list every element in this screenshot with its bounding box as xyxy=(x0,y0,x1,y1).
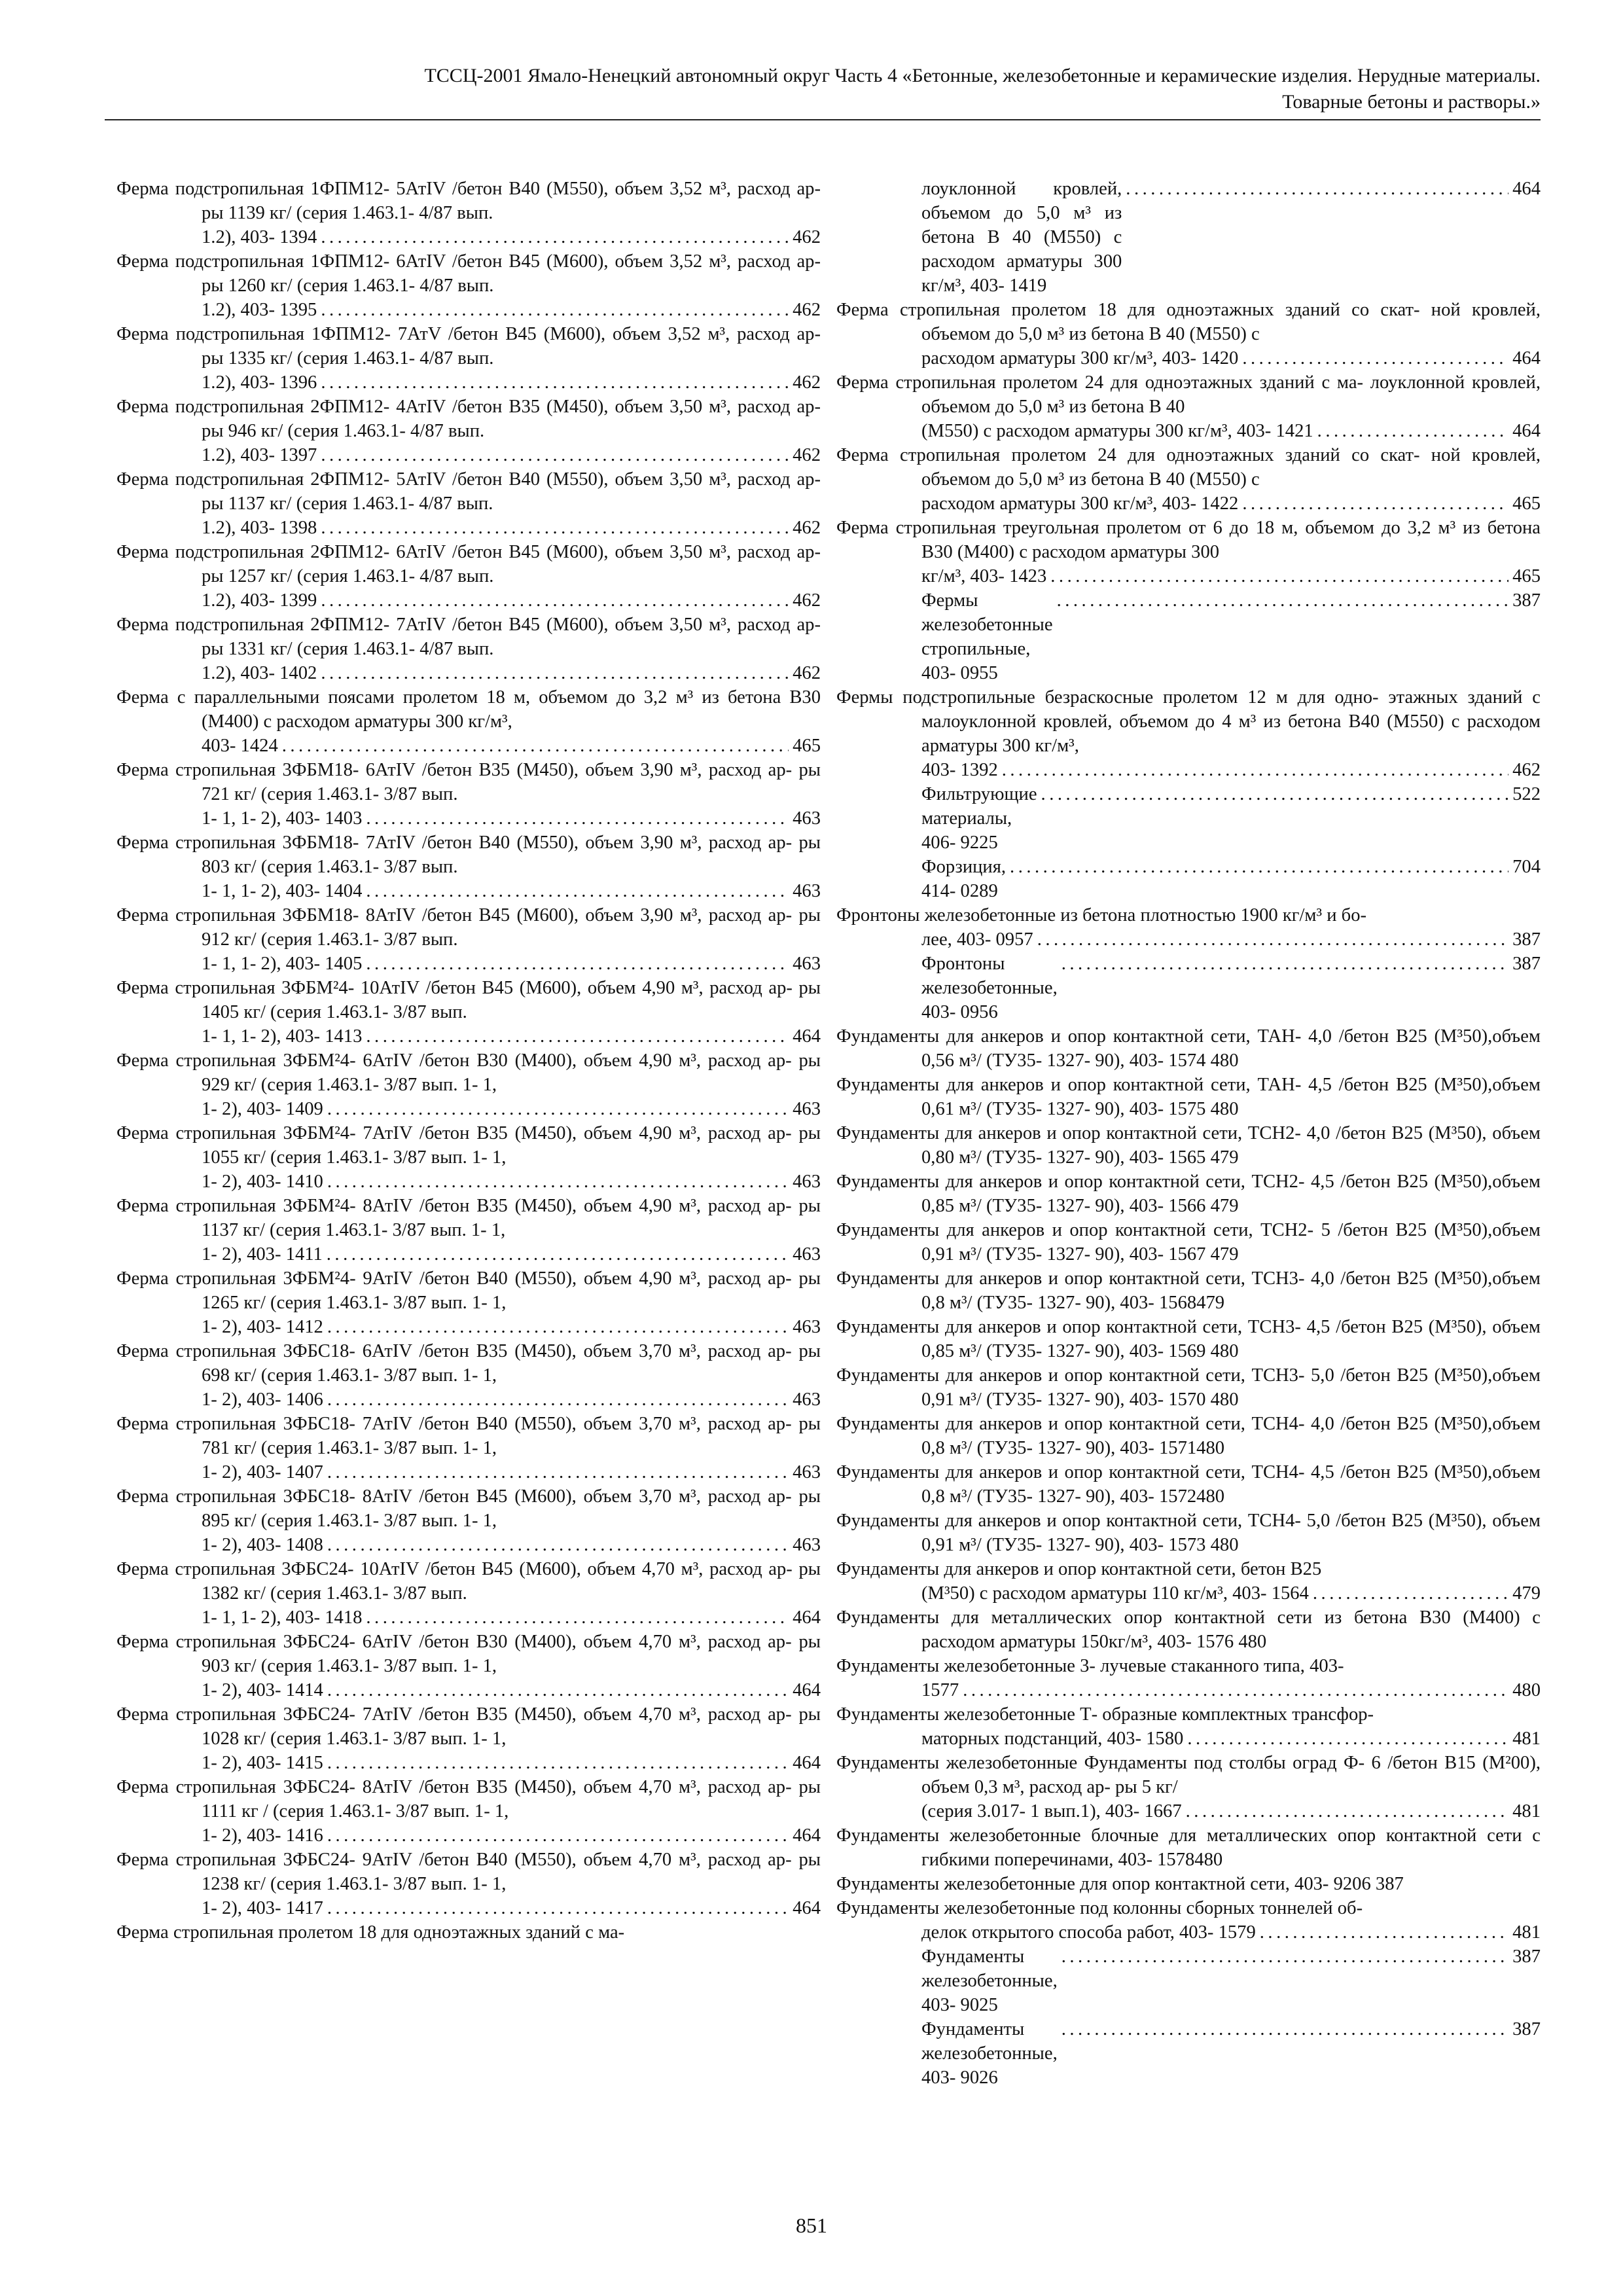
entry-page-number: 464 xyxy=(793,1680,821,1700)
entry-page-number: 463 xyxy=(793,1244,821,1265)
entry-page-number: 481 xyxy=(1512,1922,1541,1943)
entry-text: Ферма стропильная 3ФБС18- 7АтIV /бетон В40 (М550), объем 3,70 м³, расход ар- ры 781 кг/ (серия 1.463.1- 3/87 вып. 1- 1, xyxy=(116,1414,821,1458)
dot-leader xyxy=(327,1896,789,1920)
entry-page-number: 387 xyxy=(1512,1946,1541,1967)
entry-leader-line xyxy=(202,1678,821,1702)
index-entry xyxy=(836,1896,1541,1945)
entry-tail: 403- 1424 xyxy=(202,736,278,756)
entry-leader-line xyxy=(921,952,1541,1024)
header-line-1: ТССЦ-2001 Ямало-Ненецкий автономный округ Часть 4 «Бетонные, железобетонные и керамические изделия. Нерудные материалы. xyxy=(424,65,1541,86)
entry-leader-line xyxy=(202,1896,821,1920)
entry-leader-line xyxy=(202,1460,821,1484)
entry-leader-line xyxy=(921,1581,1541,1605)
dot-leader xyxy=(1061,952,1508,976)
entry-page-number: 465 xyxy=(1512,566,1541,586)
index-entry xyxy=(836,1823,1541,1872)
dot-leader xyxy=(321,370,789,395)
entry-page-number: 463 xyxy=(793,808,821,829)
dot-leader xyxy=(1242,346,1508,370)
entry-leader-line xyxy=(202,443,821,467)
index-entry xyxy=(836,298,1541,370)
index-column-right xyxy=(836,177,1541,2090)
dot-leader xyxy=(1002,758,1508,782)
entry-text: Фермы подстропильные безраскосные пролетом 12 м для одно- этажных зданий с малоуклонной кровлей, объемом до 4 м³ из бетона В40 (М550) с расходом арматуры 300 кг/м³, xyxy=(836,687,1541,756)
entry-leader-line xyxy=(202,1751,821,1775)
page-number: 851 xyxy=(796,2214,827,2237)
entry-tail: 1577 xyxy=(921,1680,959,1700)
entry-text: Ферма стропильная 3ФБМ²4- 7АтIV /бетон В35 (М450), объем 4,90 м³, расход ар- ры 1055 кг/ (серия 1.463.1- 3/87 вып. 1- 1, xyxy=(116,1123,821,1168)
dot-leader xyxy=(327,1242,789,1266)
entry-text: Ферма стропильная пролетом 18 для одноэтажных зданий со скат- ной кровлей, объемом до 5,0 м³ из бетона В 40 (М550) с xyxy=(836,300,1541,344)
entry-tail: маторных подстанций, 403- 1580 xyxy=(921,1729,1184,1749)
entry-tail: 1- 1, 1- 2), 403- 1403 xyxy=(202,808,363,829)
index-entry xyxy=(116,613,821,685)
entry-text: Фундаменты железобетонные Т- образные комплектных трансфор- xyxy=(836,1704,1374,1725)
entry-leader-line xyxy=(921,564,1541,588)
entry-tail: 1.2), 403- 1394 xyxy=(202,227,317,247)
entry-page-number: 462 xyxy=(793,518,821,538)
entry-tail: 1- 2), 403- 1415 xyxy=(202,1753,323,1773)
index-entry xyxy=(836,1170,1541,1218)
entry-page-number: 464 xyxy=(793,1607,821,1628)
entry-leader-line xyxy=(921,855,1541,903)
entry-text: Ферма подстропильная 1ФПМ12- 6АтIV /бетон В45 (М600), объем 3,52 м³, расход ар- ры 1260 кг/ (серия 1.463.1- 4/87 вып. xyxy=(116,251,821,296)
entry-leader-line xyxy=(921,419,1541,443)
entry-page-number: 463 xyxy=(793,954,821,974)
index-entry xyxy=(836,1073,1541,1121)
dot-leader xyxy=(963,1678,1508,1702)
entry-tail: 1- 1, 1- 2), 403- 1404 xyxy=(202,881,363,901)
entry-text: Фундаменты для анкеров и опор контактной сети, ТСН2- 4,0 /бетон В25 (М³50), объем 0,80 м³/ (ТУ35- 1327- 90), 403- 1565 479 xyxy=(836,1123,1541,1168)
index-entry xyxy=(836,1654,1541,1702)
entry-leader-line xyxy=(921,346,1541,370)
index-entry xyxy=(116,1848,821,1920)
entry-tail: 1- 2), 403- 1416 xyxy=(202,1825,323,1846)
index-entry xyxy=(116,1630,821,1702)
entry-text: Ферма стропильная 3ФБМ18- 7АтIV /бетон В40 (М550), объем 3,90 м³, расход ар- ры 803 кг/ (серия 1.463.1- 3/87 вып. xyxy=(116,833,821,877)
entry-leader-line xyxy=(202,1823,821,1848)
index-entry xyxy=(836,1412,1541,1460)
entry-leader-line xyxy=(202,806,821,831)
entry-tail: расходом арматуры 300 кг/м³, 403- 1422 xyxy=(921,493,1239,514)
index-entry xyxy=(836,516,1541,588)
dot-leader xyxy=(1061,1945,1508,1969)
dot-leader xyxy=(1050,564,1508,588)
entry-leader-line xyxy=(202,516,821,540)
entry-page-number: 463 xyxy=(793,1172,821,1192)
index-entry xyxy=(116,395,821,467)
index-entry xyxy=(836,1702,1541,1751)
dot-leader xyxy=(366,1024,789,1049)
entry-tail: 1- 2), 403- 1412 xyxy=(202,1317,323,1337)
entry-text: Ферма стропильная 3ФБМ²4- 9АтIV /бетон В40 (М550), объем 4,90 м³, расход ар- ры 1265 кг/ (серия 1.463.1- 3/87 вып. 1- 1, xyxy=(116,1268,821,1313)
entry-leader-line xyxy=(202,734,821,758)
entry-tail: 1- 2), 403- 1411 xyxy=(202,1244,323,1265)
entry-tail: Фермы железобетонные стропильные, 403- 0955 xyxy=(921,590,1053,683)
entry-text: Ферма подстропильная 2ФПМ12- 7АтIV /бетон В45 (М600), объем 3,50 м³, расход ар- ры 1331 кг/ (серия 1.463.1- 4/87 вып. xyxy=(116,615,821,659)
entry-tail: (серия 3.017- 1 вып.1), 403- 1667 xyxy=(921,1801,1182,1821)
entry-tail: 403- 1392 xyxy=(921,760,998,780)
entry-text: Фундаменты для анкеров и опор контактной сети, бетон В25 xyxy=(836,1559,1322,1579)
entry-text: Фундаменты железобетонные для опор контактной сети, 403- 9206 387 xyxy=(836,1874,1404,1894)
index-entry xyxy=(836,443,1541,516)
dot-leader xyxy=(321,516,789,540)
index-entry xyxy=(116,1194,821,1266)
entry-tail: Фильтрующие материалы, 406- 9225 xyxy=(921,784,1037,853)
dot-leader xyxy=(327,1823,789,1848)
dot-leader xyxy=(321,588,789,613)
dot-leader xyxy=(366,879,789,903)
entry-leader-line xyxy=(202,1388,821,1412)
index-entry xyxy=(116,685,821,758)
index-entry xyxy=(836,1557,1541,1605)
entry-page-number: 463 xyxy=(793,1390,821,1410)
entry-text: Фундаменты для анкеров и опор контактной сети, ТСН3- 5,0 /бетон В25 (М³50),объем 0,91 м³/ (ТУ35- 1327- 90), 403- 1570 480 xyxy=(836,1365,1541,1410)
dot-leader xyxy=(1317,419,1508,443)
entry-tail: (М³50) с расходом арматуры 110 кг/м³, 403- 1564 xyxy=(921,1583,1309,1604)
index-entry xyxy=(836,1460,1541,1509)
entry-page-number: 462 xyxy=(793,227,821,247)
entry-page-number: 465 xyxy=(1512,493,1541,514)
entry-text: Фронтоны железобетонные из бетона плотностью 1900 кг/м³ и бо- xyxy=(836,905,1367,925)
index-entry xyxy=(116,177,821,249)
entry-tail: 1- 2), 403- 1408 xyxy=(202,1535,323,1555)
dot-leader xyxy=(1061,2017,1508,2041)
entry-leader-line xyxy=(921,177,1541,298)
entry-leader-line xyxy=(921,1945,1541,2017)
entry-text: Фундаменты для анкеров и опор контактной сети, ТСН3- 4,0 /бетон В25 (М³50),объем 0,8 м³/ (ТУ35- 1327- 90), 403- 1568479 xyxy=(836,1268,1541,1313)
entry-text: Фундаменты для анкеров и опор контактной сети, ТСН2- 5 /бетон В25 (М³50),объем 0,91 м³/ (ТУ35- 1327- 90), 403- 1567 479 xyxy=(836,1220,1541,1265)
entry-leader-line xyxy=(202,1097,821,1121)
entry-text: Ферма стропильная пролетом 24 для одноэтажных зданий с ма- лоуклонной кровлей, объемом до 5,0 м³ из бетона В 40 xyxy=(836,372,1541,417)
dot-leader xyxy=(327,1097,789,1121)
entry-leader-line xyxy=(921,782,1541,855)
index-entry xyxy=(116,249,821,322)
index-entry xyxy=(836,1121,1541,1170)
index-entry xyxy=(836,1218,1541,1266)
entry-text: Ферма стропильная 3ФБС24- 10АтIV /бетон В45 (М600), объем 4,70 м³, расход ар- ры 1382 кг/ (серия 1.463.1- 3/87 вып. xyxy=(116,1559,821,1604)
entry-tail: 1- 2), 403- 1406 xyxy=(202,1390,323,1410)
index-entry xyxy=(116,976,821,1049)
entry-tail: Фундаменты железобетонные, 403- 9025 xyxy=(921,1946,1058,2015)
entry-tail: 1- 2), 403- 1410 xyxy=(202,1172,323,1192)
index-entry xyxy=(116,1121,821,1194)
entry-leader-line xyxy=(202,1533,821,1557)
entry-page-number: 387 xyxy=(1512,2019,1541,2039)
entry-text: Фундаменты для анкеров и опор контактной сети, ТАН- 4,5 /бетон В25 (М³50),объем 0,61 м³/ (ТУ35- 1327- 90), 403- 1575 480 xyxy=(836,1075,1541,1119)
index-entry xyxy=(836,1266,1541,1315)
entry-page-number: 463 xyxy=(793,1317,821,1337)
dot-leader xyxy=(321,661,789,685)
index-entry xyxy=(836,685,1541,782)
entry-page-number: 481 xyxy=(1512,1729,1541,1749)
entry-text: Фундаменты для анкеров и опор контактной сети, ТСН4- 4,5 /бетон В25 (М³50),объем 0,8 м³/ (ТУ35- 1327- 90), 403- 1572480 xyxy=(836,1462,1541,1507)
index-entry xyxy=(836,370,1541,443)
entry-page-number: 462 xyxy=(1512,760,1541,780)
entry-tail: делок открытого способа работ, 403- 1579 xyxy=(921,1922,1256,1943)
entry-page-number: 522 xyxy=(1512,784,1541,804)
entry-text: Фундаменты для металлических опор контактной сети из бетона В30 (М400) с расходом арматуры 150кг/м³, 403- 1576 480 xyxy=(836,1607,1541,1652)
index-entry xyxy=(116,1484,821,1557)
entry-text: Фундаменты для анкеров и опор контактной сети, ТСН2- 4,5 /бетон В25 (М³50),объем 0,85 м³/ (ТУ35- 1327- 90), 403- 1566 479 xyxy=(836,1172,1541,1216)
dot-leader xyxy=(321,298,789,322)
index-entry xyxy=(116,540,821,613)
index-entry xyxy=(116,1557,821,1630)
index-entry xyxy=(836,1751,1541,1823)
entry-leader-line xyxy=(202,952,821,976)
entry-text: Ферма стропильная 3ФБМ²4- 8АтIV /бетон В35 (М450), объем 4,90 м³, расход ар- ры 1137 кг/ (серия 1.463.1- 3/87 вып. 1- 1, xyxy=(116,1196,821,1240)
entry-page-number: 464 xyxy=(1512,348,1541,368)
entry-page-number: 464 xyxy=(1512,179,1541,199)
entry-text: Ферма подстропильная 2ФПМ12- 6АтIV /бетон В45 (М600), объем 3,50 м³, расход ар- ры 1257 кг/ (серия 1.463.1- 4/87 вып. xyxy=(116,542,821,586)
entry-text: Ферма стропильная 3ФБС24- 8АтIV /бетон В35 (М450), объем 4,70 м³, расход ар- ры 1111 кг / (серия 1.463.1- 3/87 вып. 1- 1, xyxy=(116,1777,821,1821)
entry-text: Фундаменты железобетонные блочные для металлических опор контактной сети с гибкими поперечинами, 403- 1578480 xyxy=(836,1825,1541,1870)
entry-tail: лоуклонной кровлей, объемом до 5,0 м³ из бетона В 40 (М550) с расходом арматуры 300 кг/м³, 403- 1419 xyxy=(921,179,1122,296)
entry-page-number: 463 xyxy=(793,1099,821,1119)
entry-tail: лее, 403- 0957 xyxy=(921,929,1033,950)
index-entry xyxy=(116,1049,821,1121)
dot-leader xyxy=(321,225,789,249)
index-entry xyxy=(836,855,1541,903)
entry-leader-line xyxy=(202,225,821,249)
entry-text: Ферма подстропильная 1ФПМ12- 5АтIV /бетон В40 (М550), объем 3,52 м³, расход ар- ры 1139 кг/ (серия 1.463.1- 4/87 вып. xyxy=(116,179,821,223)
entry-tail: 1- 1, 1- 2), 403- 1413 xyxy=(202,1026,363,1047)
entry-leader-line xyxy=(202,370,821,395)
entry-page-number: 462 xyxy=(793,445,821,465)
dot-leader xyxy=(327,1751,789,1775)
entry-leader-line xyxy=(921,492,1541,516)
entry-tail: 1.2), 403- 1399 xyxy=(202,590,317,611)
index-entry xyxy=(116,1266,821,1339)
index-entry xyxy=(836,1605,1541,1654)
entry-leader-line xyxy=(202,1170,821,1194)
entry-tail: 1- 1, 1- 2), 403- 1418 xyxy=(202,1607,363,1628)
entry-text: Фундаменты железобетонные 3- лучевые стаканного типа, 403- xyxy=(836,1656,1344,1676)
index-entry xyxy=(836,2017,1541,2090)
entry-tail: 1.2), 403- 1396 xyxy=(202,372,317,393)
dot-leader xyxy=(1057,588,1509,613)
entry-page-number: 462 xyxy=(793,590,821,611)
entry-page-number: 387 xyxy=(1512,929,1541,950)
dot-leader xyxy=(366,806,789,831)
entry-page-number: 481 xyxy=(1512,1801,1541,1821)
entry-page-number: 387 xyxy=(1512,590,1541,611)
entry-leader-line xyxy=(202,1024,821,1049)
index-column-left xyxy=(116,177,821,1945)
entry-tail: расходом арматуры 300 кг/м³, 403- 1420 xyxy=(921,348,1239,368)
entry-text: Фундаменты железобетонные под колонны сборных тоннелей об- xyxy=(836,1898,1363,1918)
dot-leader xyxy=(1186,1799,1508,1823)
entry-leader-line xyxy=(921,2017,1541,2090)
entry-page-number: 463 xyxy=(793,1462,821,1482)
entry-page-number: 480 xyxy=(1512,1680,1541,1700)
header-rule xyxy=(105,119,1541,120)
entry-tail: 1- 1, 1- 2), 403- 1405 xyxy=(202,954,363,974)
entry-page-number: 462 xyxy=(793,663,821,683)
index-entry xyxy=(836,952,1541,1024)
dot-leader xyxy=(366,1605,789,1630)
dot-leader xyxy=(327,1533,789,1557)
dot-leader xyxy=(1260,1920,1508,1945)
entry-tail: Форзиция, 414- 0289 xyxy=(921,857,1007,901)
entry-text: Ферма стропильная треугольная пролетом от 6 до 18 м, объемом до 3,2 м³ из бетона В30 (М400) с расходом арматуры 300 xyxy=(836,518,1541,562)
entry-page-number: 464 xyxy=(793,1825,821,1846)
entry-tail: (М550) с расходом арматуры 300 кг/м³, 403- 1421 xyxy=(921,421,1313,441)
dot-leader xyxy=(327,1388,789,1412)
index-entry xyxy=(836,782,1541,855)
index-entry xyxy=(116,1339,821,1412)
index-entry xyxy=(836,588,1541,685)
entry-tail: 1.2), 403- 1398 xyxy=(202,518,317,538)
entry-tail: 1- 2), 403- 1414 xyxy=(202,1680,323,1700)
entry-page-number: 479 xyxy=(1512,1583,1541,1604)
entry-leader-line xyxy=(202,1315,821,1339)
entry-tail: кг/м³, 403- 1423 xyxy=(921,566,1047,586)
index-entry xyxy=(116,322,821,395)
entry-leader-line xyxy=(921,927,1541,952)
entry-leader-line xyxy=(202,879,821,903)
dot-leader xyxy=(1037,927,1508,952)
entry-page-number: 465 xyxy=(793,736,821,756)
entry-leader-line xyxy=(202,1242,821,1266)
entry-text: Ферма подстропильная 2ФПМ12- 4АтIV /бетон В35 (М450), объем 3,50 м³, расход ар- ры 946 кг/ (серия 1.463.1- 4/87 вып. xyxy=(116,397,821,441)
index-entry xyxy=(836,1315,1541,1363)
index-entry xyxy=(836,1024,1541,1073)
entry-leader-line xyxy=(202,588,821,613)
running-header xyxy=(105,63,1541,115)
dot-leader xyxy=(1313,1581,1508,1605)
dot-leader xyxy=(1187,1727,1508,1751)
dot-leader xyxy=(366,952,789,976)
index-entry xyxy=(836,1509,1541,1557)
entry-page-number: 387 xyxy=(1512,954,1541,974)
index-entry xyxy=(836,1945,1541,2017)
index-entry xyxy=(116,467,821,540)
entry-text: Ферма стропильная 3ФБС18- 8АтIV /бетон В45 (М600), объем 3,70 м³, расход ар- ры 895 кг/ (серия 1.463.1- 3/87 вып. 1- 1, xyxy=(116,1486,821,1531)
entry-leader-line xyxy=(921,1678,1541,1702)
entry-tail: Фронтоны железобетонные, 403- 0956 xyxy=(921,954,1058,1022)
entry-tail: 1- 2), 403- 1407 xyxy=(202,1462,323,1482)
index-entry xyxy=(116,831,821,903)
index-entry xyxy=(116,903,821,976)
dot-leader xyxy=(321,443,789,467)
entry-text: Фундаменты железобетонные Фундаменты под столбы оград Ф- 6 /бетон В15 (М²00), объем 0,3 м³, расход ар- ры 5 кг/ xyxy=(836,1753,1541,1797)
entry-page-number: 462 xyxy=(793,300,821,320)
entry-text: Фундаменты для анкеров и опор контактной сети, ТАН- 4,0 /бетон В25 (М³50),объем 0,56 м³/ (ТУ35- 1327- 90), 403- 1574 480 xyxy=(836,1026,1541,1071)
entry-text: Ферма стропильная пролетом 24 для одноэтажных зданий со скат- ной кровлей, объемом до 5,0 м³ из бетона В 40 (М550) с xyxy=(836,445,1541,490)
index-entry xyxy=(836,177,1541,298)
entry-page-number: 704 xyxy=(1512,857,1541,877)
entry-text: Ферма стропильная пролетом 18 для одноэтажных зданий с ма- xyxy=(116,1922,625,1943)
index-entry xyxy=(836,1872,1541,1896)
dot-leader xyxy=(1126,177,1508,201)
entry-text: Ферма стропильная 3ФБМ18- 6АтIV /бетон В35 (М450), объем 3,90 м³, расход ар- ры 721 кг/ (серия 1.463.1- 3/87 вып. xyxy=(116,760,821,804)
index-entry xyxy=(836,903,1541,952)
entry-page-number: 464 xyxy=(793,1026,821,1047)
entry-page-number: 464 xyxy=(793,1898,821,1918)
entry-tail: 1.2), 403- 1402 xyxy=(202,663,317,683)
header-line-2: Товарные бетоны и растворы.» xyxy=(1282,91,1541,113)
dot-leader xyxy=(1242,492,1508,516)
entry-tail: 1- 2), 403- 1417 xyxy=(202,1898,323,1918)
entry-tail: 1- 2), 403- 1409 xyxy=(202,1099,323,1119)
entry-text: Фундаменты для анкеров и опор контактной сети, ТСН4- 4,0 /бетон В25 (М³50),объем 0,8 м³/ (ТУ35- 1327- 90), 403- 1571480 xyxy=(836,1414,1541,1458)
entry-text: Ферма стропильная 3ФБС24- 9АтIV /бетон В40 (М550), объем 4,70 м³, расход ар- ры 1238 кг/ (серия 1.463.1- 3/87 вып. 1- 1, xyxy=(116,1850,821,1894)
index-entry xyxy=(116,1920,821,1945)
entry-leader-line xyxy=(202,1605,821,1630)
index-entry xyxy=(116,758,821,831)
dot-leader xyxy=(327,1678,789,1702)
entry-text: Ферма стропильная 3ФБС24- 6АтIV /бетон В30 (М400), объем 4,70 м³, расход ар- ры 903 кг/ (серия 1.463.1- 3/87 вып. 1- 1, xyxy=(116,1632,821,1676)
dot-leader xyxy=(282,734,789,758)
entry-text: Ферма стропильная 3ФБМ²4- 6АтIV /бетон В30 (М400), объем 4,90 м³, расход ар- ры 929 кг/ (серия 1.463.1- 3/87 вып. 1- 1, xyxy=(116,1050,821,1095)
dot-leader xyxy=(1041,782,1509,806)
dot-leader xyxy=(327,1170,789,1194)
dot-leader xyxy=(327,1315,789,1339)
entry-tail: Фундаменты железобетонные, 403- 9026 xyxy=(921,2019,1058,2088)
entry-tail: 1.2), 403- 1397 xyxy=(202,445,317,465)
entry-leader-line xyxy=(202,298,821,322)
entry-text: Ферма стропильная 3ФБМ²4- 10АтIV /бетон В45 (М600), объем 4,90 м³, расход ар- ры 1405 кг/ (серия 1.463.1- 3/87 вып. xyxy=(116,978,821,1022)
entry-leader-line xyxy=(921,1799,1541,1823)
entry-leader-line xyxy=(921,1727,1541,1751)
entry-text: Ферма стропильная 3ФБС24- 7АтIV /бетон В35 (М450), объем 4,70 м³, расход ар- ры 1028 кг/ (серия 1.463.1- 3/87 вып. 1- 1, xyxy=(116,1704,821,1749)
entry-text: Ферма с параллельными поясами пролетом 18 м, объемом до 3,2 м³ из бетона В30 (М400) с расходом арматуры 300 кг/м³, xyxy=(116,687,821,732)
index-entry xyxy=(116,1775,821,1848)
index-entry xyxy=(116,1412,821,1484)
entry-text: Ферма стропильная 3ФБМ18- 8АтIV /бетон В45 (М600), объем 3,90 м³, расход ар- ры 912 кг/ (серия 1.463.1- 3/87 вып. xyxy=(116,905,821,950)
entry-tail: 1.2), 403- 1395 xyxy=(202,300,317,320)
entry-page-number: 464 xyxy=(1512,421,1541,441)
entry-leader-line xyxy=(202,661,821,685)
entry-page-number: 463 xyxy=(793,881,821,901)
dot-leader xyxy=(327,1460,789,1484)
dot-leader xyxy=(1010,855,1508,879)
entry-text: Ферма подстропильная 2ФПМ12- 5АтIV /бетон В40 (М550), объем 3,50 м³, расход ар- ры 1137 кг/ (серия 1.463.1- 4/87 вып. xyxy=(116,469,821,514)
entry-page-number: 462 xyxy=(793,372,821,393)
entry-leader-line xyxy=(921,588,1541,685)
entry-leader-line xyxy=(921,758,1541,782)
entry-leader-line xyxy=(921,1920,1541,1945)
entry-text: Ферма подстропильная 1ФПМ12- 7АтV /бетон В45 (М600), объем 3,52 м³, расход ар- ры 1335 кг/ (серия 1.463.1- 4/87 вып. xyxy=(116,324,821,368)
index-entry xyxy=(116,1702,821,1775)
entry-text: Фундаменты для анкеров и опор контактной сети, ТСН3- 4,5 /бетон В25 (М³50), объем 0,85 м³/ (ТУ35- 1327- 90), 403- 1569 480 xyxy=(836,1317,1541,1361)
index-entry xyxy=(836,1363,1541,1412)
entry-page-number: 463 xyxy=(793,1535,821,1555)
entry-text: Ферма стропильная 3ФБС18- 6АтIV /бетон В35 (М450), объем 3,70 м³, расход ар- ры 698 кг/ (серия 1.463.1- 3/87 вып. 1- 1, xyxy=(116,1341,821,1386)
entry-page-number: 464 xyxy=(793,1753,821,1773)
entry-text: Фундаменты для анкеров и опор контактной сети, ТСН4- 5,0 /бетон В25 (М³50), объем 0,91 м³/ (ТУ35- 1327- 90), 403- 1573 480 xyxy=(836,1511,1541,1555)
